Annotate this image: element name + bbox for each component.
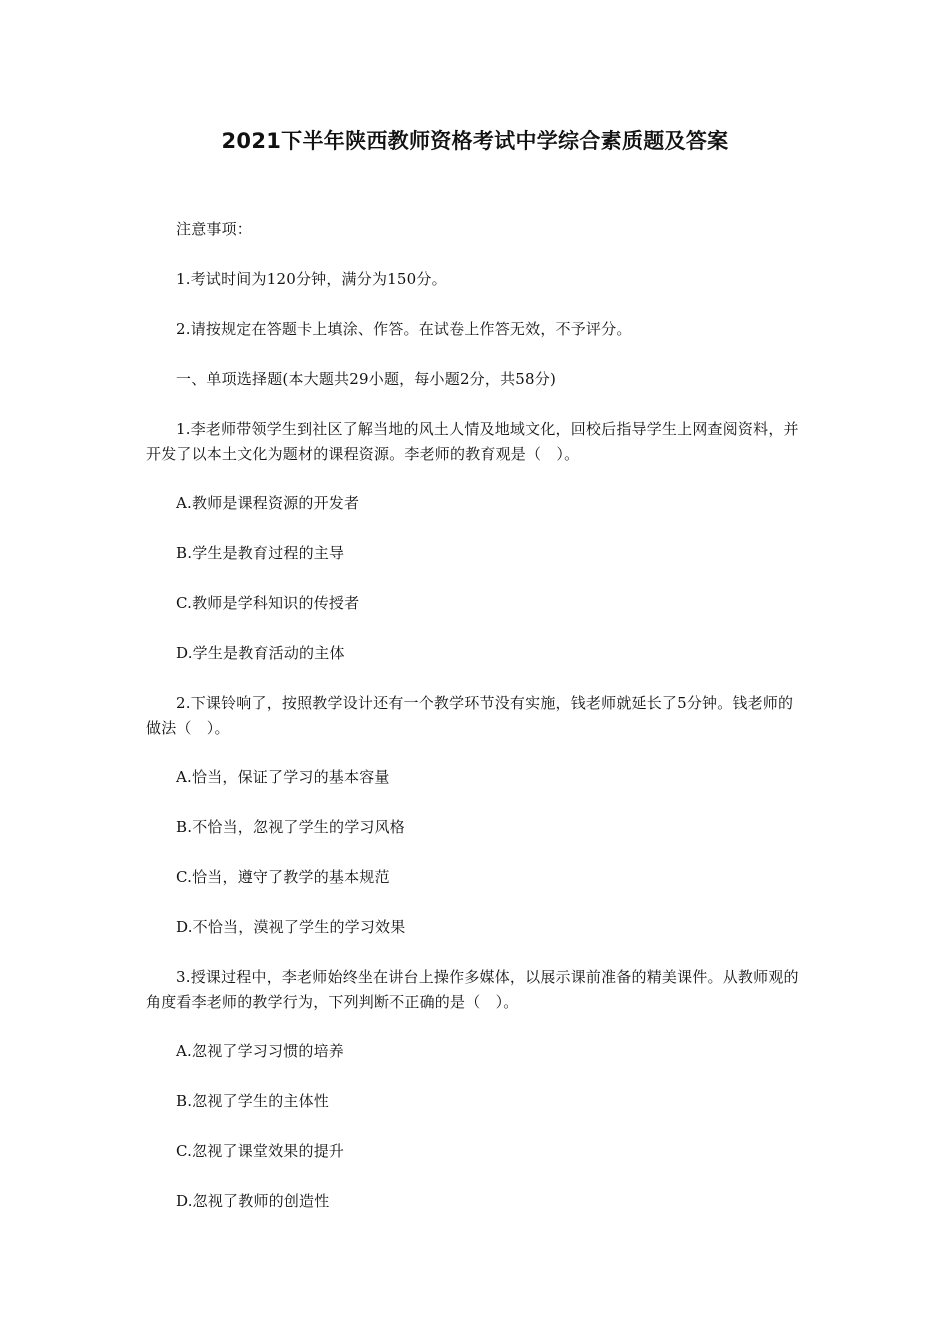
question-option: A.忽视了学习习惯的培养: [176, 1042, 345, 1060]
question-option: A.教师是课程资源的开发者: [176, 494, 360, 512]
notice-item: 2.请按规定在答题卡上填涂、作答。在试卷上作答无效，不予评分。: [176, 320, 632, 338]
question-option: B.不恰当，忽视了学生的学习风格: [176, 818, 405, 836]
question-option: B.忽视了学生的主体性: [176, 1092, 329, 1110]
question-stem: 1.李老师带领学生到社区了解当地的风土人情及地域文化，回校后指导学生上网查阅资料，并开发了以本土文化为题材的课程资源。李老师的教育观是（ ）。: [146, 420, 799, 463]
question-option: C.教师是学科知识的传授者: [176, 594, 360, 612]
notice-item: 1.考试时间为120分钟，满分为150分。: [176, 270, 447, 288]
question-stem: 2.下课铃响了，按照教学设计还有一个教学环节没有实施，钱老师就延长了5分钟。钱老师的做法（ ）。: [146, 694, 794, 737]
notice-heading: 注意事项：: [176, 220, 253, 238]
question-option: D.不恰当，漠视了学生的学习效果: [176, 918, 406, 936]
question-option: B.学生是教育过程的主导: [176, 544, 345, 562]
question-option: C.忽视了课堂效果的提升: [176, 1142, 345, 1160]
question-option: D.忽视了教师的创造性: [176, 1192, 330, 1210]
document-title: 2021下半年陕西教师资格考试中学综合素质题及答案: [221, 129, 729, 153]
section-heading: 一、单项选择题(本大题共29小题，每小题2分，共58分): [176, 370, 557, 388]
question-option: A.恰当，保证了学习的基本容量: [176, 768, 390, 786]
question-stem: 3.授课过程中，李老师始终坐在讲台上操作多媒体，以展示课前准备的精美课件。从教师观的角度看李老师的教学行为，下列判断不正确的是（ ）。: [146, 968, 799, 1011]
question-option: D.学生是教育活动的主体: [176, 644, 345, 662]
question-option: C.恰当，遵守了教学的基本规范: [176, 868, 390, 886]
